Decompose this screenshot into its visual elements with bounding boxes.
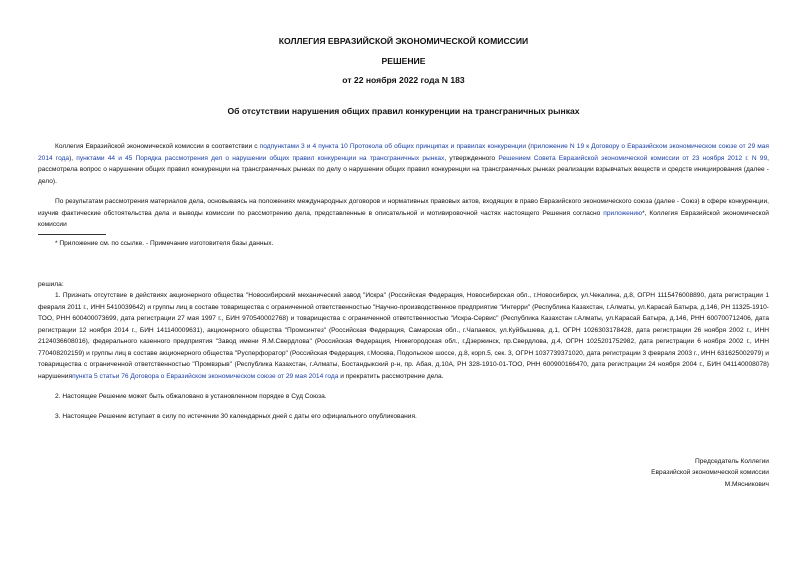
document-title: Об отсутствии нарушения общих правил конкуренции на трансграничных рынках: [227, 106, 580, 116]
decided-label: решила:: [38, 281, 64, 288]
results-text-2: *, Коллегия Евразийской экономической комиссии: [38, 209, 769, 228]
footnote-divider: [38, 234, 106, 235]
decision-item-1: [38, 290, 769, 382]
link-treaty-article-76[interactable]: пункта 5 статьи 76 Договора о Евразийском экономическом союзе от 29 мая 2014 года: [72, 372, 339, 380]
link-council-decision-99[interactable]: Решением Совета Евразийской экономической комиссии от 23 ноября 2012 г. N 99: [498, 154, 768, 162]
intro-text-4: , утвержденного: [444, 154, 499, 162]
intro-text-5: , рассмотрела вопрос о нарушении общих правил конкуренции на трансграничных рынках по делу о нарушении общих правил конкуренции на трансграничных рынках реализации взрывчатых веществ и средств инициирования (далее - дело).: [38, 154, 769, 185]
decision-item-2: 2. Настоящее Решение может быть обжаловано в установленном порядке в Суд Союза.: [55, 393, 327, 400]
link-procedure-clauses[interactable]: пунктами 44 и 45 Порядка рассмотрения дел о нарушении общих правил конкуренции на трансграничных рынках: [76, 154, 445, 162]
item1-text-2: и прекратить рассмотрение дела.: [338, 372, 444, 380]
link-protocol-subclauses[interactable]: подпунктами 3 и 4 пункта 10 Протокола об общих принципах и правилах конкуренции: [259, 143, 527, 150]
org-heading: КОЛЛЕГИЯ ЕВРАЗИЙСКОЙ ЭКОНОМИЧЕСКОЙ КОМИССИИ: [278, 36, 529, 46]
intro-text-3: ),: [69, 154, 77, 162]
intro-text-1: Коллегия Евразийской экономической комиссии в соответствии с: [55, 143, 260, 150]
link-treaty-annex-19[interactable]: приложение N 19 к Договору о Евразийском экономическом союзе от 29 мая 2014 года: [38, 143, 769, 162]
results-text-1: По результатам рассмотрения материалов дела, основываясь на положениях международных договоров и нормативных правовых актов, входящих в право Евразийского экономического союза (далее - Союз) в сфере конкуренции, изучив фактические обстоятельства дела и выводы комиссии по рассмотрению дела, представленные в описательной и мотивировочной частях настоящего Решения согласно: [38, 198, 769, 217]
signatory-name: М.Мясникович: [724, 481, 769, 488]
footnote: * Приложение см. по ссылке. - Примечание изготовителя базы данных.: [55, 240, 274, 247]
doc-type-heading: РЕШЕНИЕ: [381, 56, 426, 66]
intro-paragraph: [38, 141, 769, 187]
item1-text-1: 1. Признать отсутствие в действиях акционерного общества "Новосибирский механический завод "Искра" (Российская Федерация, Новосибирская обл., г.Новосибирск, ул.Чекалина, д.8, ОГРН 1115476008890, дата регистрации 1 февраля 2011 г., ИНН 5410039642) и группы лиц в составе товарищества с ограниченной ответственностью "Научно-производственное предприятие "Интерри" (Республика Казахстан, г.Алматы, ул.Карасай Батыра, д.146, РН 11325-1910-ТОО, РНН 600400073699, дата регистрации 27 мая 1997 г., БИН 970540002768) и товарищества с ограниченной ответственностью "Искра-Сервис" (Республика Казахстан г.Алматы, ул.Карасай Батыра, д.146, РНН 600700712406, дата регистрации 12 ноября 2014 г., БИН 141140009631), акционерного общества "Промсинтез" (Российская Федерация, Самарская обл., г.Чапаевск, ул.Куйбышева, д.1, ОГРН 1026303178428, дата регистрации 26 ноября 2002 г., ИНН 2124036608016), федерального казенного предприятия "Завод имени Я.М.Свердлова" (Российская Федерация, Нижегородская обл., г.Дзержинск, пр.Свердлова, д.4, ОГРН 1025201752982, дата регистрации 6 ноября 2002 г., ИНН 770408202159) и группы лиц в составе акционерного общества "Русперфоратор" (Российская Федерация, г.Москва, Подольское шоссе, д.8, корп.5, сек. 3, ОГРН 1037739371020, дата регистрации 3 февраля 2003 г., ИНН 631625002979) и товарищества с ограниченной ответственностью "Промвзрыв" (Республика Казахстан, г.Алматы, Бостандыкский р-н, пр. Абая, д.10А, РН 328-1910-01-ТОО, РНН 600900166470, дата регистрации 24 ноября 2004 г., БИН 041140008078) нарушения: [38, 292, 769, 380]
signatory-organization: Евразийской экономической комиссии: [651, 469, 769, 476]
signatory-position: Председатель Коллегии: [695, 458, 769, 465]
date-number: от 22 ноября 2022 года N 183: [342, 75, 465, 85]
link-annex[interactable]: приложению: [603, 209, 643, 217]
results-paragraph: [38, 196, 769, 231]
intro-text-2: (: [526, 143, 531, 150]
decision-item-3: 3. Настоящее Решение вступает в силу по истечении 30 календарных дней с даты его официального опубликования.: [55, 413, 417, 420]
